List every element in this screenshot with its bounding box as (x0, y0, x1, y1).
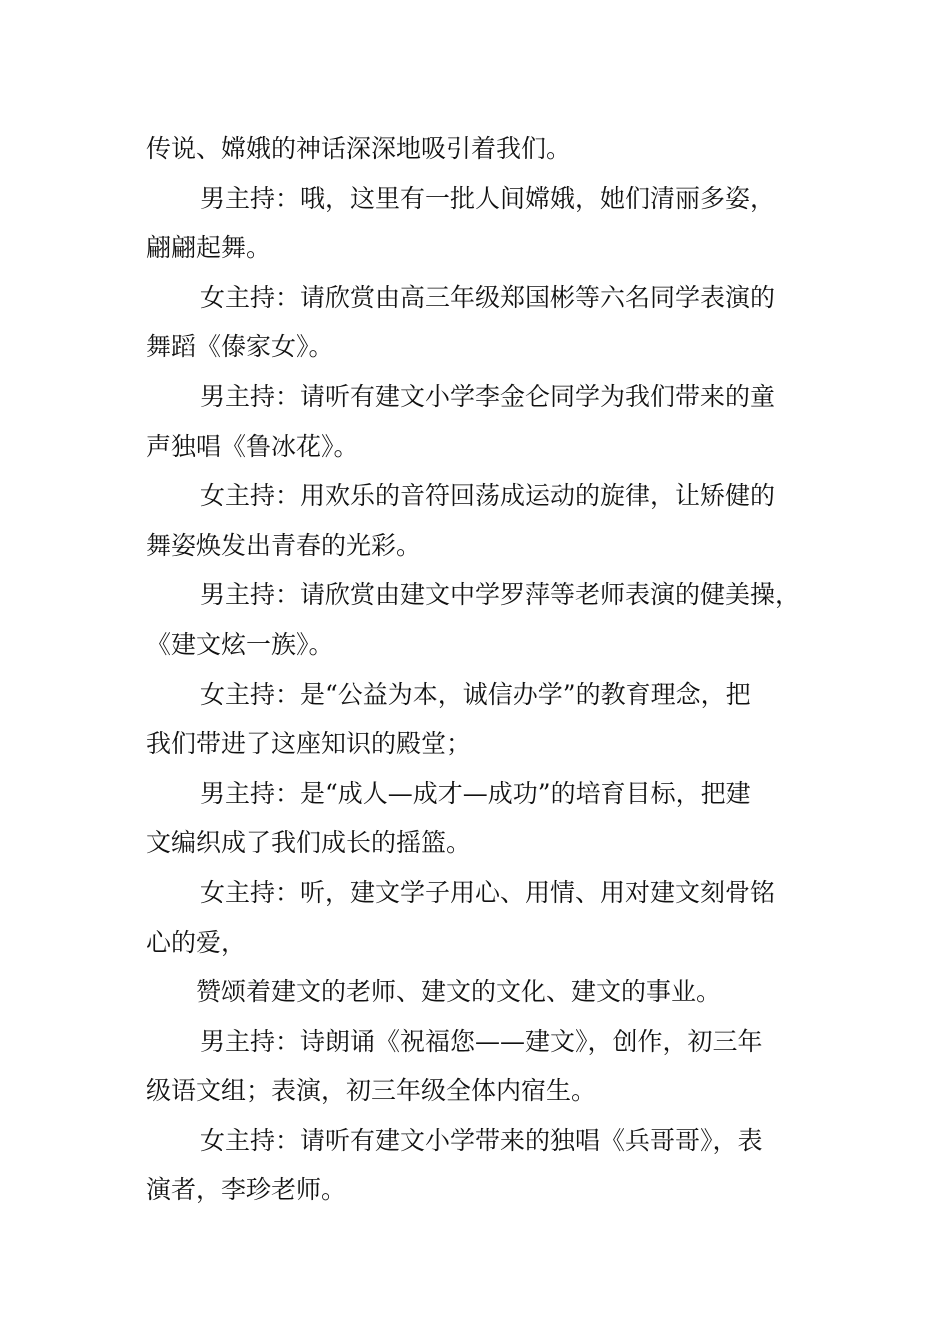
text-line: 级语文组；表演，初三年级全体内宿生。 (146, 1076, 597, 1106)
text-line: 男主持：请听有建文小学李金仑同学为我们带来的童 (200, 381, 776, 411)
text-line: 女主持：用欢乐的音符回荡成运动的旋律，让矫健的 (200, 481, 776, 511)
text-line: 女主持：请欣赏由高三年级郑国彬等六名同学表演的 (200, 282, 776, 312)
text-line: 女主持：听，建文学子用心、用情、用对建文刻骨铭 (200, 877, 776, 907)
text-line: 男主持：请欣赏由建文中学罗萍等老师表演的健美操， (200, 580, 801, 610)
text-line: 舞姿焕发出青春的光彩。 (146, 530, 422, 560)
text-line: 声独唱《鲁冰花》。 (146, 431, 359, 461)
text-line: 翩翩起舞。 (146, 233, 272, 263)
text-line: 赞颂着建文的老师、建文的文化、建文的事业。 (196, 977, 722, 1007)
text-line: 女主持：是“公益为本，诚信办学”的教育理念，把 (200, 679, 751, 709)
text-line: 男主持：诗朗诵《祝福您——建文》，创作，初三年 (200, 1026, 763, 1056)
text-line: 舞蹈《傣家女》。 (146, 332, 334, 362)
text-line: 《建文炫一族》。 (146, 629, 334, 659)
text-line: 女主持：请听有建文小学带来的独唱《兵哥哥》，表 (200, 1125, 763, 1155)
text-line: 我们带进了这座知识的殿堂； (146, 729, 472, 759)
text-line: 演者，李珍老师。 (146, 1175, 347, 1205)
document-body (146, 124, 826, 1215)
text-line: 男主持：是“成人—成才—成功”的培育目标，把建 (200, 778, 751, 808)
text-line: 男主持：哦，这里有一批人间嫦娥，她们清丽多姿， (200, 183, 776, 213)
text-line: 心的爱， (146, 927, 247, 957)
text-line: 文编织成了我们成长的摇篮。 (146, 828, 472, 858)
text-line: 传说、嫦娥的神话深深地吸引着我们。 (146, 134, 572, 163)
